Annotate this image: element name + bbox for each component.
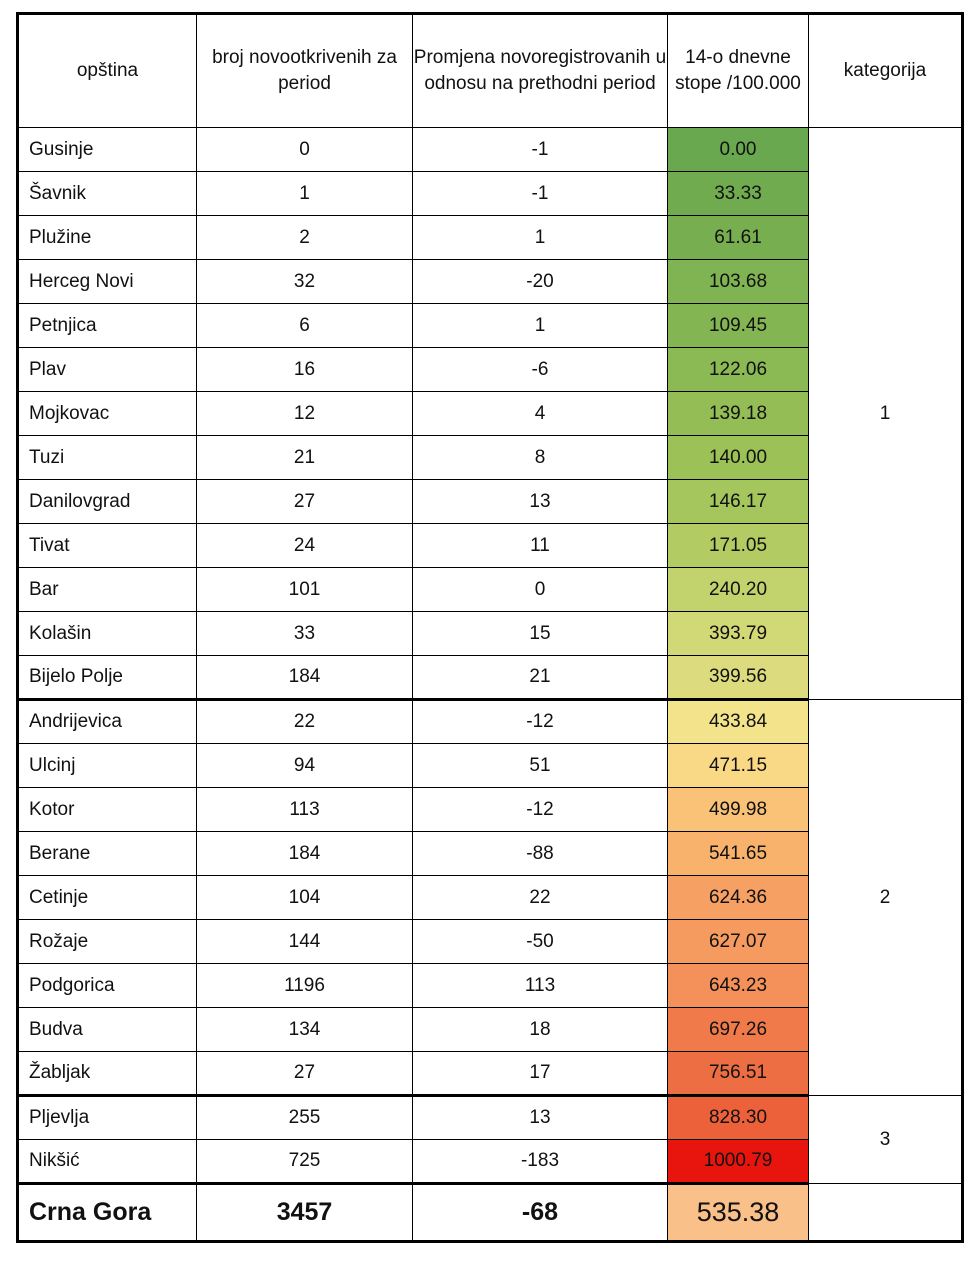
change-cell: 51 <box>413 744 668 788</box>
rate-cell: 433.84 <box>668 700 809 744</box>
rate-cell: 541.65 <box>668 832 809 876</box>
category-cell: 2 <box>809 700 963 1096</box>
municipality-cell: Ulcinj <box>18 744 197 788</box>
change-cell: 13 <box>413 1096 668 1140</box>
new-cases-cell: 255 <box>197 1096 413 1140</box>
change-cell: 21 <box>413 656 668 700</box>
total-cases: 3457 <box>197 1184 413 1242</box>
new-cases-cell: 1 <box>197 172 413 216</box>
new-cases-cell: 6 <box>197 304 413 348</box>
table-row <box>18 1096 963 1140</box>
municipality-cell: Kolašin <box>18 612 197 656</box>
new-cases-cell: 16 <box>197 348 413 392</box>
new-cases-cell: 27 <box>197 480 413 524</box>
new-cases-cell: 0 <box>197 128 413 172</box>
rate-cell: 471.15 <box>668 744 809 788</box>
municipality-cell: Andrijevica <box>18 700 197 744</box>
header-change: Promjena novoregistrovanih u odnosu na prethodni period <box>413 14 668 128</box>
municipality-cell: Šavnik <box>18 172 197 216</box>
change-cell: 4 <box>413 392 668 436</box>
header-row <box>18 14 963 128</box>
new-cases-cell: 104 <box>197 876 413 920</box>
rate-cell: 393.79 <box>668 612 809 656</box>
new-cases-cell: 113 <box>197 788 413 832</box>
rate-cell: 139.18 <box>668 392 809 436</box>
municipality-cell: Kotor <box>18 788 197 832</box>
municipality-cell: Rožaje <box>18 920 197 964</box>
total-category-empty <box>809 1184 963 1242</box>
municipality-cell: Nikšić <box>18 1140 197 1184</box>
new-cases-cell: 12 <box>197 392 413 436</box>
rate-cell: 399.56 <box>668 656 809 700</box>
municipality-cell: Gusinje <box>18 128 197 172</box>
change-cell: -50 <box>413 920 668 964</box>
change-cell: 15 <box>413 612 668 656</box>
municipality-cell: Žabljak <box>18 1052 197 1096</box>
header-rate: 14-o dnevne stope /100.000 <box>668 14 809 128</box>
new-cases-cell: 33 <box>197 612 413 656</box>
rate-cell: 61.61 <box>668 216 809 260</box>
change-cell: 22 <box>413 876 668 920</box>
change-cell: 8 <box>413 436 668 480</box>
rate-cell: 103.68 <box>668 260 809 304</box>
total-row <box>18 1184 963 1242</box>
municipality-cell: Budva <box>18 1008 197 1052</box>
rate-cell: 828.30 <box>668 1096 809 1140</box>
header-municipality: opština <box>18 14 197 128</box>
rate-cell: 756.51 <box>668 1052 809 1096</box>
change-cell: -12 <box>413 700 668 744</box>
rate-cell: 171.05 <box>668 524 809 568</box>
rate-cell: 140.00 <box>668 436 809 480</box>
municipality-cell: Bijelo Polje <box>18 656 197 700</box>
new-cases-cell: 27 <box>197 1052 413 1096</box>
table-body <box>18 128 963 1242</box>
municipality-cell: Herceg Novi <box>18 260 197 304</box>
municipality-cell: Berane <box>18 832 197 876</box>
municipality-cell: Tivat <box>18 524 197 568</box>
rate-cell: 697.26 <box>668 1008 809 1052</box>
rate-cell: 146.17 <box>668 480 809 524</box>
rate-cell: 624.36 <box>668 876 809 920</box>
municipality-cell: Podgorica <box>18 964 197 1008</box>
new-cases-cell: 94 <box>197 744 413 788</box>
total-change: -68 <box>413 1184 668 1242</box>
total-rate: 535.38 <box>668 1184 809 1242</box>
municipality-cell: Tuzi <box>18 436 197 480</box>
new-cases-cell: 22 <box>197 700 413 744</box>
municipality-cell: Petnjica <box>18 304 197 348</box>
change-cell: -1 <box>413 128 668 172</box>
new-cases-cell: 725 <box>197 1140 413 1184</box>
rate-cell: 109.45 <box>668 304 809 348</box>
new-cases-cell: 144 <box>197 920 413 964</box>
change-cell: -12 <box>413 788 668 832</box>
municipality-cell: Cetinje <box>18 876 197 920</box>
rate-cell: 33.33 <box>668 172 809 216</box>
new-cases-cell: 101 <box>197 568 413 612</box>
municipality-cell: Pljevlja <box>18 1096 197 1140</box>
municipality-cell: Plav <box>18 348 197 392</box>
new-cases-cell: 21 <box>197 436 413 480</box>
rate-cell: 643.23 <box>668 964 809 1008</box>
new-cases-cell: 32 <box>197 260 413 304</box>
change-cell: 11 <box>413 524 668 568</box>
category-cell: 1 <box>809 128 963 700</box>
covid-rate-table <box>16 12 964 1243</box>
change-cell: 18 <box>413 1008 668 1052</box>
new-cases-cell: 1196 <box>197 964 413 1008</box>
change-cell: 113 <box>413 964 668 1008</box>
rate-cell: 240.20 <box>668 568 809 612</box>
category-cell: 3 <box>809 1096 963 1184</box>
change-cell: 13 <box>413 480 668 524</box>
new-cases-cell: 134 <box>197 1008 413 1052</box>
rate-cell: 499.98 <box>668 788 809 832</box>
change-cell: 1 <box>413 304 668 348</box>
rate-cell: 122.06 <box>668 348 809 392</box>
municipality-cell: Plužine <box>18 216 197 260</box>
table-row <box>18 700 963 744</box>
change-cell: 0 <box>413 568 668 612</box>
rate-cell: 1000.79 <box>668 1140 809 1184</box>
rate-cell: 0.00 <box>668 128 809 172</box>
change-cell: -6 <box>413 348 668 392</box>
municipality-cell: Mojkovac <box>18 392 197 436</box>
new-cases-cell: 184 <box>197 832 413 876</box>
total-name: Crna Gora <box>18 1184 197 1242</box>
municipality-cell: Danilovgrad <box>18 480 197 524</box>
new-cases-cell: 2 <box>197 216 413 260</box>
rate-cell: 627.07 <box>668 920 809 964</box>
new-cases-cell: 184 <box>197 656 413 700</box>
header-category: kategorija <box>809 14 963 128</box>
table-row <box>18 128 963 172</box>
change-cell: -1 <box>413 172 668 216</box>
new-cases-cell: 24 <box>197 524 413 568</box>
header-new-cases: broj novootkrivenih za period <box>197 14 413 128</box>
change-cell: -20 <box>413 260 668 304</box>
change-cell: -183 <box>413 1140 668 1184</box>
change-cell: 17 <box>413 1052 668 1096</box>
change-cell: -88 <box>413 832 668 876</box>
municipality-cell: Bar <box>18 568 197 612</box>
change-cell: 1 <box>413 216 668 260</box>
